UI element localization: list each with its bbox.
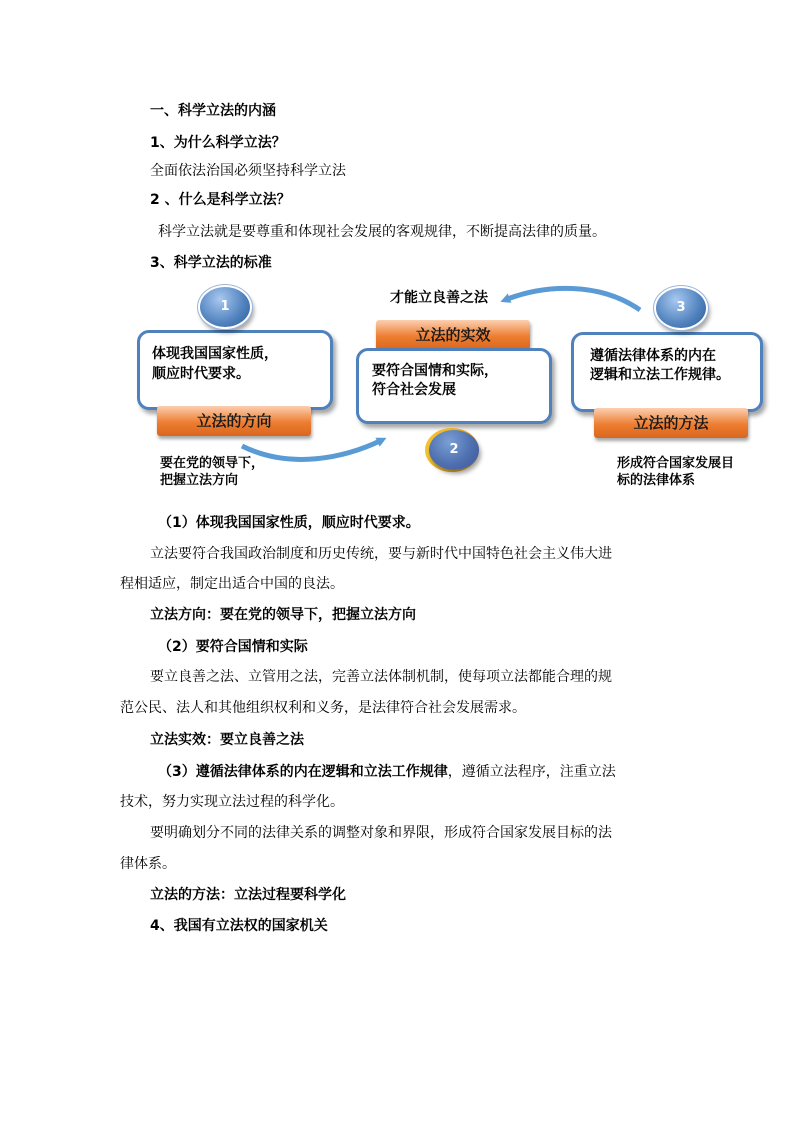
point-2-text-line-1: 要立良善之法、立管用之法，完善立法体制机制，使每项立法都能合理的规 (150, 669, 612, 685)
caption-method-line-1: 形成符合国家发展目 (617, 456, 735, 471)
point-1-text-line-2: 程相适应，制定出适合中国的良法。 (120, 576, 344, 592)
question-2-title: 2 、什么是科学立法？ (150, 192, 291, 208)
tag-effect: 立法的实效 (376, 320, 530, 350)
point-2-title: （2）要符合国情和实际 (158, 639, 308, 655)
point-3-title-rest: ，遵循立法程序，注重立法 (447, 764, 616, 780)
caption-direction-line-1: 要在党的领导下， (160, 456, 265, 471)
point-1-title: （1）体现我国国家性质，顺应时代要求。 (158, 515, 420, 531)
caption-method-line-2: 标的法律体系 (617, 473, 696, 488)
caption-direction-line-2: 把握立法方向 (160, 473, 239, 488)
arrow-top (505, 288, 640, 310)
box-logic-line-1: 遵循法律体系的内在 (590, 348, 716, 364)
point-3-title-bold: （3）遵循法律体系的内在逻辑和立法工作规律 (158, 764, 448, 780)
box-conditions-line-2: 符合社会发展 (372, 382, 456, 398)
section-heading: 一、科学立法的内涵 (150, 103, 276, 119)
box-nature-line-1: 体现我国国家性质， (152, 346, 278, 362)
tag-method: 立法的方法 (594, 408, 748, 438)
question-1-answer: 全面依法治国必须坚持科学立法 (150, 163, 346, 179)
point-2-summary: 立法实效：要立良善之法 (150, 732, 304, 748)
point-3-title-line-2: 技术，努力实现立法过程的科学化。 (120, 794, 344, 810)
box-logic-line-2: 逻辑和立法工作规律。 (590, 367, 730, 383)
step-1-badge: 1 (198, 285, 252, 329)
caption-effect: 才能立良善之法 (390, 290, 488, 306)
point-3-text-line-1: 要明确划分不同的法律关系的调整对象和界限，形成符合国家发展目标的法 (150, 825, 612, 841)
point-1-summary: 立法方向：要在党的领导下，把握立法方向 (150, 607, 416, 623)
point-3-summary: 立法的方法：立法过程要科学化 (150, 887, 346, 903)
point-2-text-line-2: 范公民、法人和其他组织权利和义务，是法律符合社会发展需求。 (120, 700, 526, 716)
point-3-text-line-2: 律体系。 (120, 856, 176, 872)
box-nature-line-2: 顺应时代要求。 (152, 366, 250, 382)
question-2-answer: 科学立法就是要尊重和体现社会发展的客观规律，不断提高法律的质量。 (158, 224, 606, 240)
point-3-title (158, 763, 616, 781)
point-1-text-line-1: 立法要符合我国政治制度和历史传统，要与新时代中国特色社会主义伟大进 (150, 546, 612, 562)
question-4-title: 4、我国有立法权的国家机关 (150, 918, 328, 934)
question-1-title: 1、为什么科学立法？ (150, 135, 286, 151)
tag-direction: 立法的方向 (157, 406, 311, 436)
question-3-title: 3、科学立法的标准 (150, 255, 272, 271)
box-conditions-line-1: 要符合国情和实际， (372, 363, 498, 379)
step-2-badge: 2 (429, 430, 479, 470)
step-3-badge: 3 (654, 286, 708, 330)
